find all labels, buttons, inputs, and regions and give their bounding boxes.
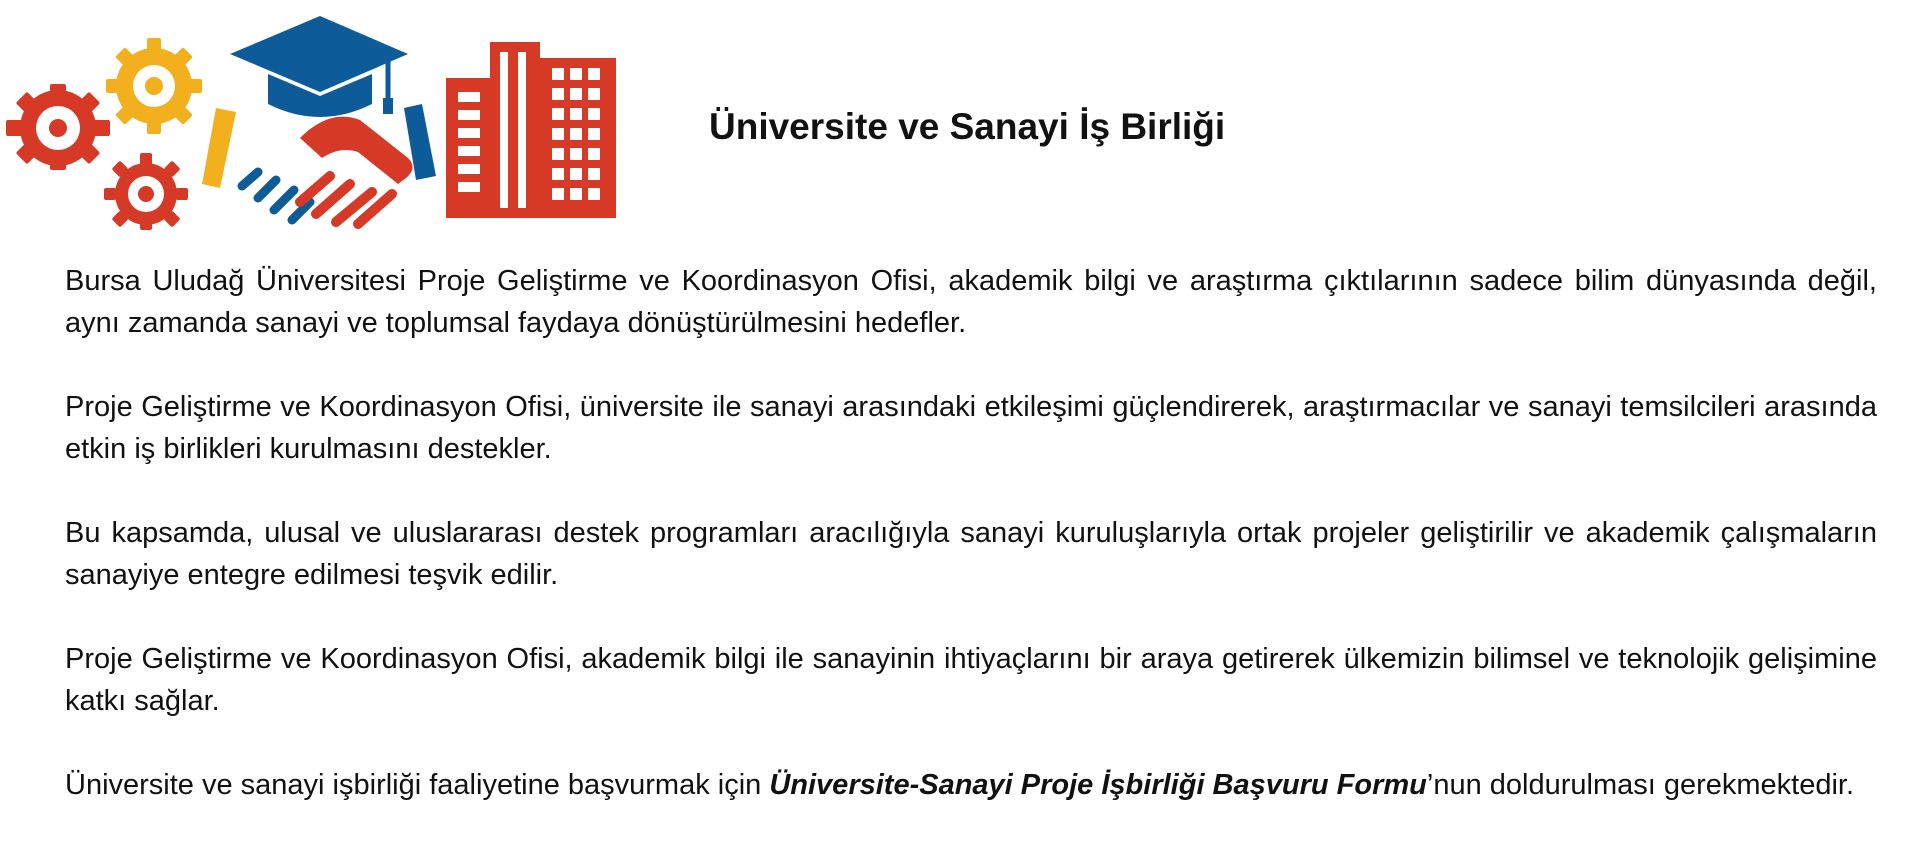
paragraph-application [65,764,1877,806]
paragraph-contribution: Proje Geliştirme ve Koordinasyon Ofisi, akademik bilgi ile sanayinin ihtiyaçlarını bir araya getirerek ülkemizin bilimsel ve teknolojik gelişimine katkı sağlar. [65,643,1877,717]
handshake-icon [202,104,436,224]
building-icon [446,42,616,218]
application-prefix: Üniversite ve sanayi işbirliği faaliyetine başvurmak için [65,769,770,801]
paragraph-support-programs: Bu kapsamda, ulusal ve uluslararası destek programları aracılığıyla sanayi kuruluşlarıyla ortak projeler geliştirilir ve akademik çalışmaların sanayiye entegre edilmesi teşvik edilir. [65,517,1877,591]
paragraph-office-goal: Bursa Uludağ Üniversitesi Proje Geliştirme ve Koordinasyon Ofisi, akademik bilgi ve araştırma çıktılarının sadece bilim dünyasında değil, aynı zamanda sanayi ve toplumsal faydaya dönüştürülmesini hedefler. [65,265,1877,339]
application-suffix: ’nun doldurulması gerekmektedir. [1426,769,1855,801]
page-header [0,0,1920,230]
gear-icon [6,84,110,170]
paragraph-industry-interaction: Proje Geliştirme ve Koordinasyon Ofisi, üniversite ile sanayi arasındaki etkileşimi güçlendirerek, araştırmacılar ve sanayi temsilcileri arasında etkin iş birlikleri kurulmasını destekler. [65,391,1877,465]
gear-icon [106,38,202,134]
main-content [65,260,1877,848]
university-industry-cooperation-logo-icon [0,8,620,230]
application-form-name: Üniversite-Sanayi Proje İşbirliği Başvuru Formu [769,769,1427,801]
gear-icon [104,153,188,230]
graduation-cap-icon [230,16,408,117]
page-title: Üniversite ve Sanayi İş Birliği [709,106,1226,147]
